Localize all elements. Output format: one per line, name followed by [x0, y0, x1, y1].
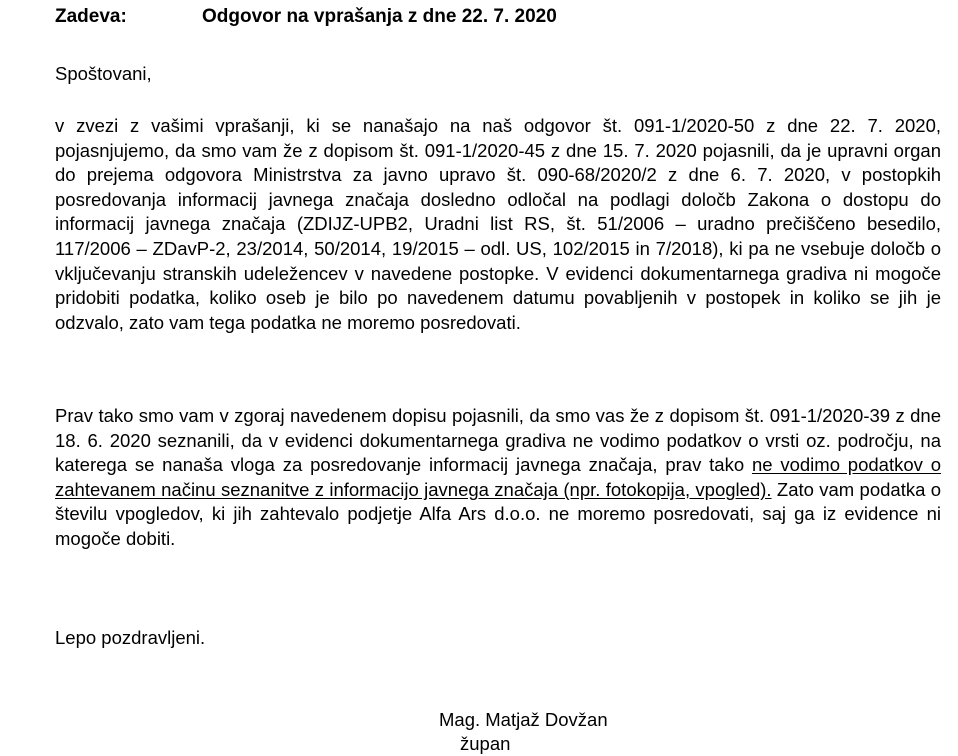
subject-label: Zadeva: [55, 6, 127, 27]
signer-name: Mag. Matjaž Dovžan [439, 709, 608, 730]
signer-title: župan [460, 733, 511, 754]
subject-line [55, 5, 557, 29]
greeting: Spoštovani, [55, 63, 152, 84]
paragraph-1: v zvezi z vašimi vprašanji, ki se nanašajo na naš odgovor št. 091-1/2020-50 z dne 22. 7. 2020, pojasnjujemo, da smo vam že z dopisom št. 091-1/2020-45 z dne 15. 7. 2020 pojasnili, da je upravni organ do prejema odgovora Ministrstva za javno upravo št. 090-68/2020/2 z dne 6. 7. 2020, v postopkih posredovanja informacij javnega značaja dosledno odločal na podlagi določb Zakona o dostopu do informacij javnega značaja (ZDIJZ-UPB2, Uradni list RS, št. 51/2006 – uradno prečiščeno besedilo, 117/2006 – ZDavP-2, 23/2014, 50/2014, 19/2015 – odl. US, 102/2015 in 7/2018), ki pa ne vsebuje določb o vključevanju stranskih udeležencev v navedene postopke. V evidenci dokumentarnega gradiva ni mogoče pridobiti podatka, koliko oseb je bilo po navedenem datumu povabljenih v postopek in koliko se jih je odzvalo, zato vam tega podatka ne moremo posredovati. [55, 115, 941, 333]
paragraph-2 [55, 404, 941, 552]
subject-text: Odgovor na vprašanja z dne 22. 7. 2020 [202, 6, 557, 27]
paragraph-2-underlined-text: ne vodimo podatkov o zahtevanem načinu seznanitve z informacijo javnega značaja (npr. fotokopija, vpogled). [55, 454, 942, 500]
paragraph-2-text-start: Prav tako smo vam v zgoraj navedenem dopisu pojasnili, da smo vas že z dopisom št. 091-1/2020-39 z dne 18. 6. 2020 seznanili, da v evidenci dokumentarnega gradiva ne vodimo podatkov o vrsti oz. področju, na katerega se nanaša vloga za posredovanje informacij javnega značaja, prav tako [55, 405, 941, 476]
closing: Lepo pozdravljeni. [55, 627, 206, 648]
paragraph-2-text-end: Zato vam podatka o številu vpogledov, ki jih zahtevalo podjetje Alfa Ars d.o.o. ne moremo posredovati, saj ga iz evidence ni mogoče dobiti. [55, 478, 942, 549]
